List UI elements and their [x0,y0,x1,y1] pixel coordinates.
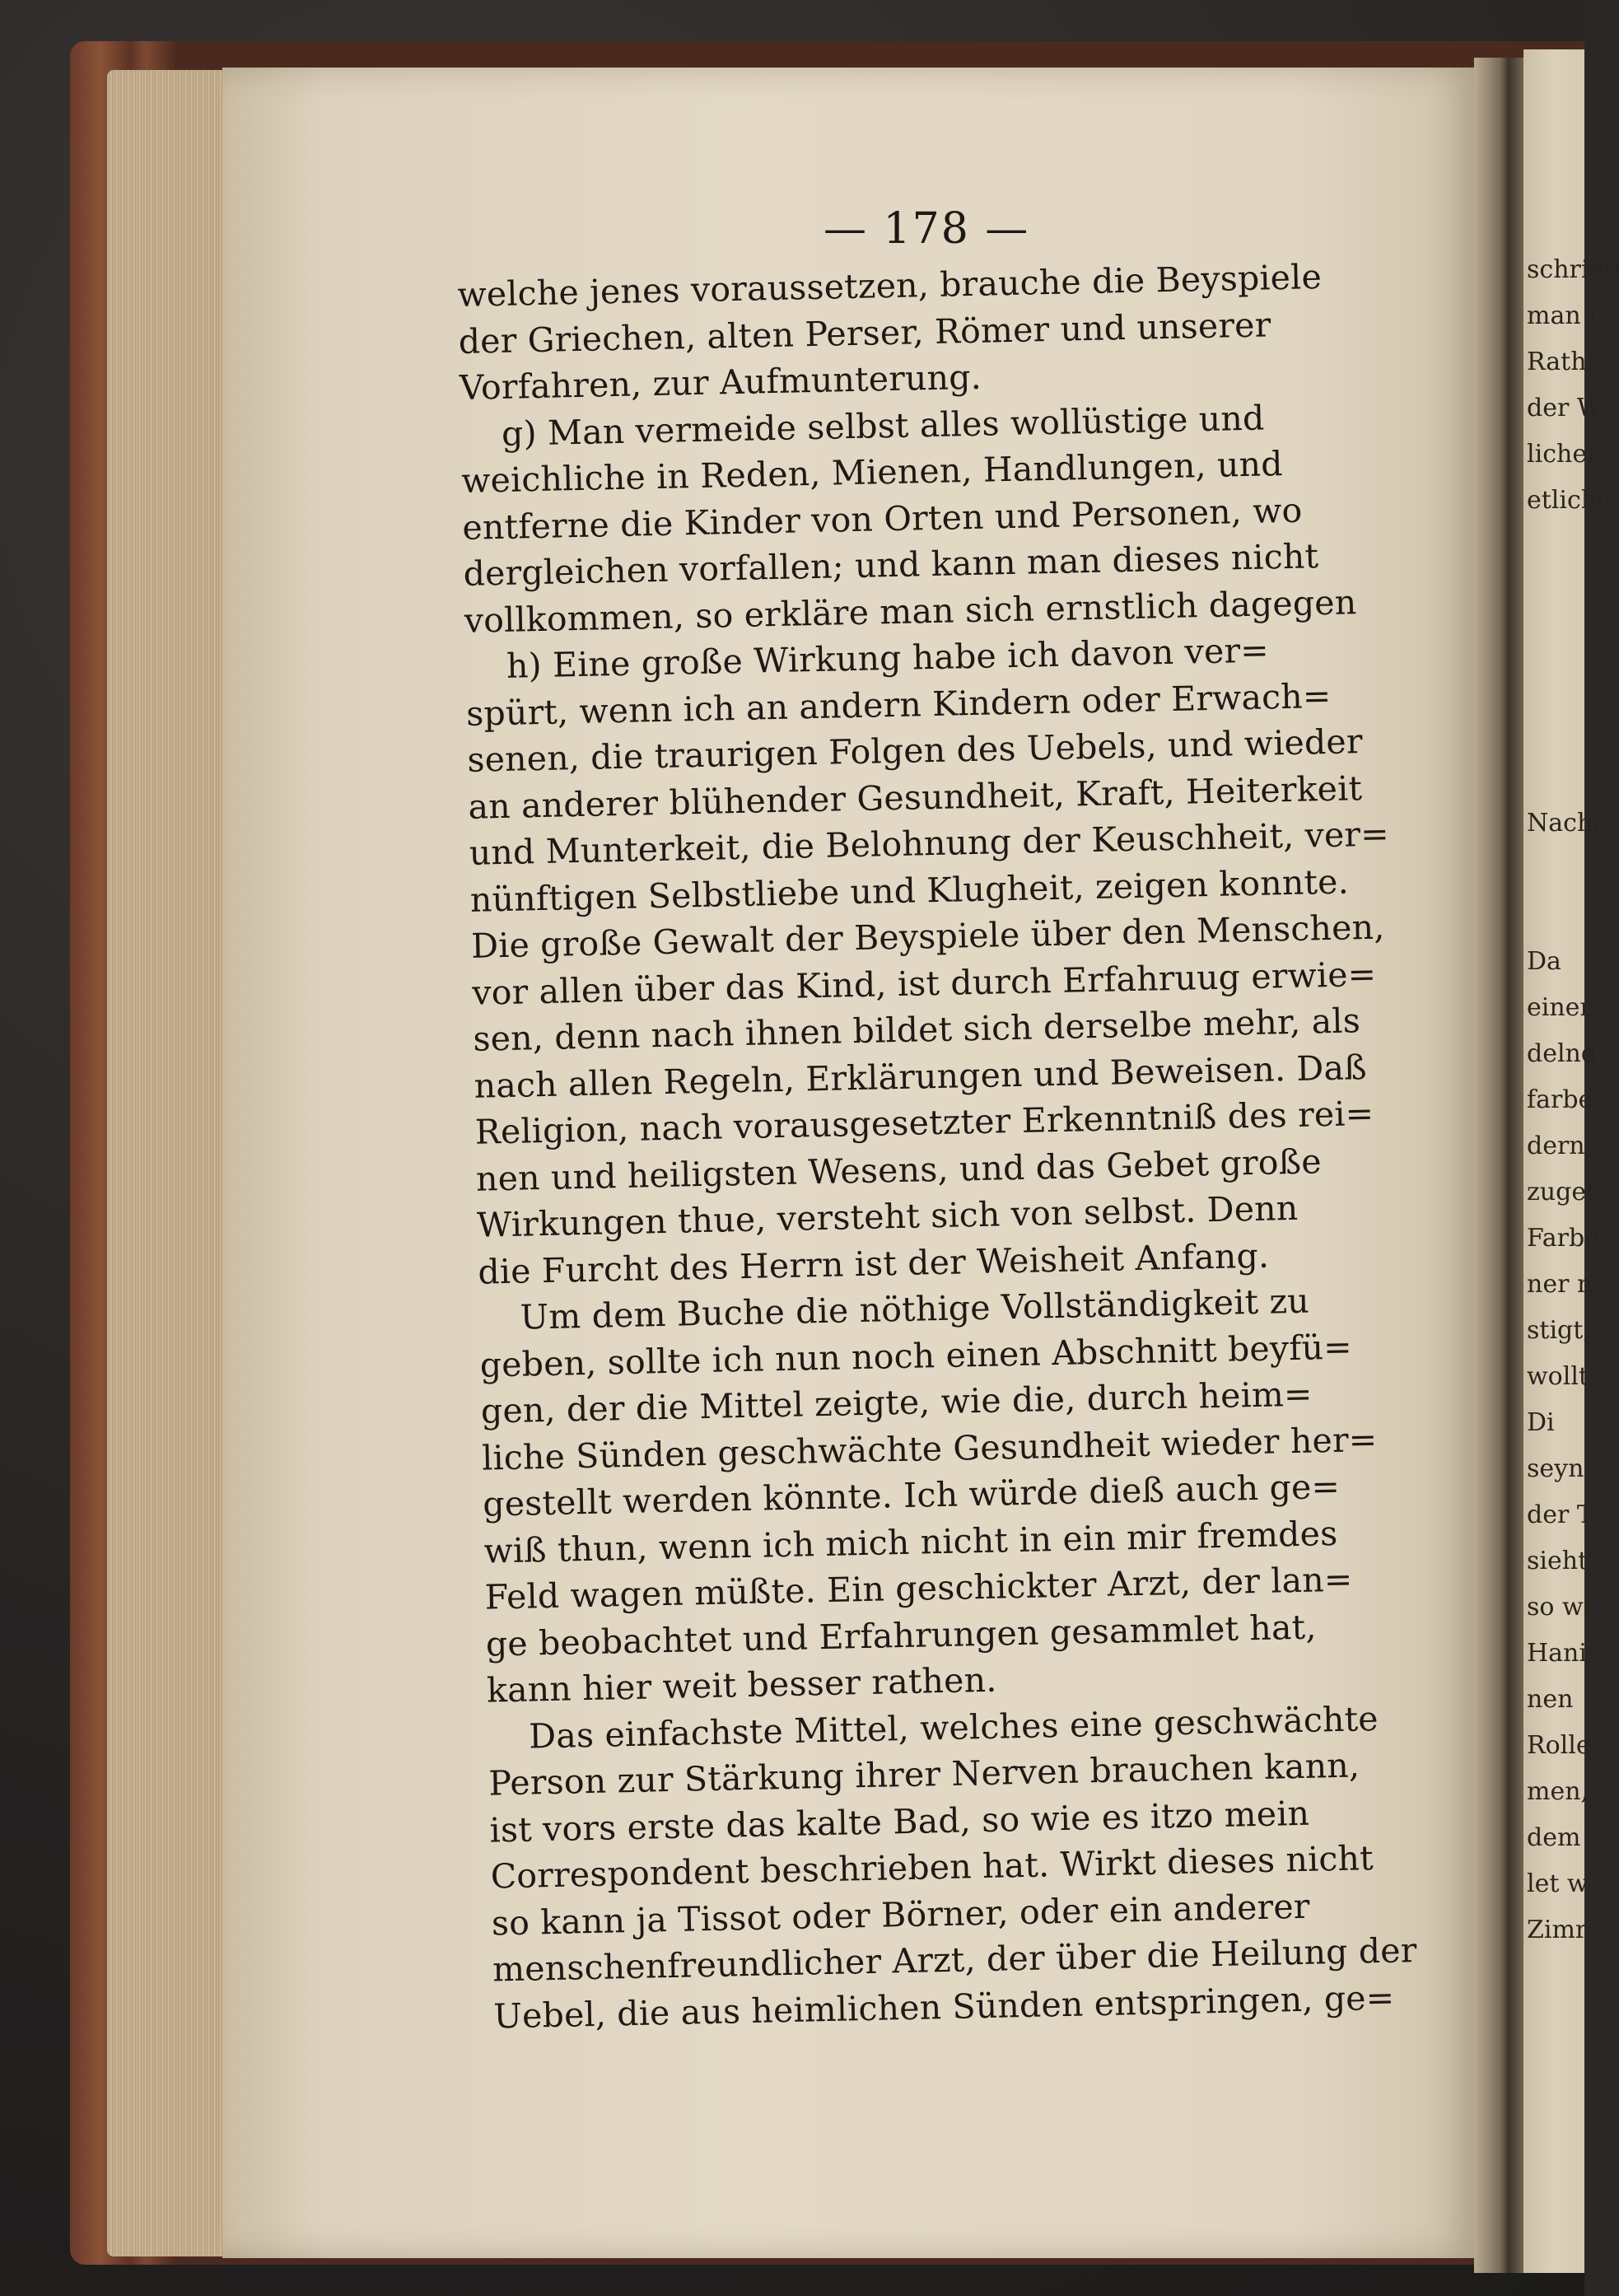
text-line: weichliche in Reden, Mienen, Handlungen, und [460,444,1284,501]
text-line: liche Sünden geschwächte Gesundheit wieder her= [481,1419,1378,1478]
text-line: vor allen über das Kind, ist durch Erfahruug erwie= [471,954,1377,1013]
text-line: kann hier weit besser rathen. [486,1659,997,1710]
text-line: entferne die Kinder von Orten und Personen, wo [462,490,1303,548]
facing-page-fragment: Di [1527,1408,1555,1437]
facing-page-fragment: etliche [1527,486,1612,515]
text-line: und Munterkeit, die Belohnung der Keuschheit, ver= [469,814,1390,873]
facing-page-fragment: Nachr [1527,809,1605,838]
text-line: dergleichen vorfallen; und kann man dieses nicht [463,536,1319,594]
text-line: Correspondent beschrieben hat. Wirkt dieses nicht [490,1838,1374,1897]
text-line: spürt, wenn ich an andern Kindern oder Erwach= [465,675,1332,734]
facing-page-fragment: dem [1527,1823,1581,1852]
facing-page-fragment: Rolle [1527,1731,1591,1760]
facing-page-fragment: der W [1527,394,1603,422]
facing-page-fragment: der T [1527,1500,1593,1529]
text-line: senen, die traurigen Folgen des Uebels, und wieder [466,721,1364,780]
facing-page-fragment: zuget [1527,1178,1597,1206]
facing-page-fragment: schrieb [1527,255,1619,284]
right-page-fragment [1523,49,1619,2273]
text-line: der Griechen, alten Perser, Römer und unserer [458,304,1271,362]
facing-page-fragment: einer [1527,993,1592,1022]
text-line: Person zur Stärkung ihrer Nerven brauchen kann, [488,1745,1360,1804]
facing-page-fragment: let w [1527,1869,1589,1898]
text-line: g) Man vermeide selbst alles wollüstige und [501,398,1265,454]
text-line: gen, der die Mittel zeigte, wie die, durch heim= [480,1374,1313,1431]
facing-page-fragment: wollt [1527,1362,1589,1391]
facing-page-fragment: stigt, [1527,1316,1591,1345]
text-line: Uebel, die aus heimlichen Sünden entspringen, ge= [492,1977,1395,2037]
facing-page-fragment: man r [1527,301,1601,330]
page-text [457,250,1523,2040]
text-line: nünftigen Selbstliebe und Klugheit, zeigen konnte. [469,861,1350,920]
text-line: ist vors erste das kalte Bad, so wie es itzo mein [489,1793,1310,1850]
text-line: Feld wagen müßte. Ein geschickter Arzt, der lan= [484,1559,1353,1617]
facing-page-fragment: Hani [1527,1639,1587,1668]
facing-page-fragment: ner n [1527,1270,1593,1299]
text-line: an anderer blühender Gesundheit, Kraft, Heiterkeit [468,768,1363,827]
text-line: so kann ja Tissot oder Börner, oder ein anderer [491,1886,1311,1944]
text-line: Vorfahren, zur Aufmunterung. [459,357,982,408]
facing-page-fragment: so wi [1527,1593,1592,1622]
text-line: gestellt werden könnte. Ich würde dieß auch ge= [482,1466,1341,1524]
text-line: welche jenes voraussetzen, brauche die Beyspiele [457,257,1323,315]
text-line: nach allen Regeln, Erklärungen und Beweisen. Daß [474,1047,1368,1106]
text-line: die Furcht des Herrn ist der Weisheit Anfang. [477,1235,1270,1292]
text-line: vollkommen, so erkläre man sich ernstlich dagegen [464,581,1357,641]
text-line: Das einfachste Mittel, welches eine geschwächte [528,1698,1379,1757]
text-line: h) Eine große Wirkung habe ich davon ver= [506,630,1270,686]
facing-page-fragment: Da [1527,947,1561,976]
facing-page-fragment: delnd [1527,1039,1598,1068]
facing-page-fragment: men, [1527,1777,1589,1806]
facing-page-fragment: sieht [1527,1547,1589,1575]
text-line: menschenfreundlicher Arzt, der über die Heilung der [492,1930,1417,1990]
text-line: ge beobachtet und Erfahrungen gesammlet hat, [485,1607,1318,1664]
facing-page-fragment: Zimr [1527,1916,1588,1944]
text-line: Wirkungen thue, versteht sich von selbst. Denn [476,1188,1299,1245]
text-line: geben, sollte ich nun noch einen Abschnitt beyfü= [479,1327,1353,1385]
text-line: wiß thun, wenn ich mich nicht in ein mir fremdes [483,1513,1338,1571]
facing-page-fragment: lichen [1527,440,1603,469]
facing-page-fragment: nen [1527,1685,1574,1714]
text-line: sen, denn nach ihnen bildet sich derselbe mehr, als [473,1001,1361,1059]
facing-page-fragment: Rathſ [1527,348,1596,376]
text-line: Die große Gewalt der Beyspiele über den Menschen, [470,907,1385,966]
facing-page-fragment: dern [1527,1132,1585,1160]
text-line: Religion, nach vorausgesetzter Erkenntniß des rei= [474,1093,1374,1152]
text-line: Um dem Buche die nöthige Vollständigkeit zu [520,1281,1310,1337]
facing-page-fragment: Farbe [1527,1224,1599,1253]
facing-page-fragment: seyn [1527,1454,1584,1483]
text-line: nen und heiligsten Wesens, und das Gebet große [475,1141,1323,1199]
facing-page-fragment: farbe, [1527,1085,1601,1114]
page-number: — 178 — [823,204,1030,254]
